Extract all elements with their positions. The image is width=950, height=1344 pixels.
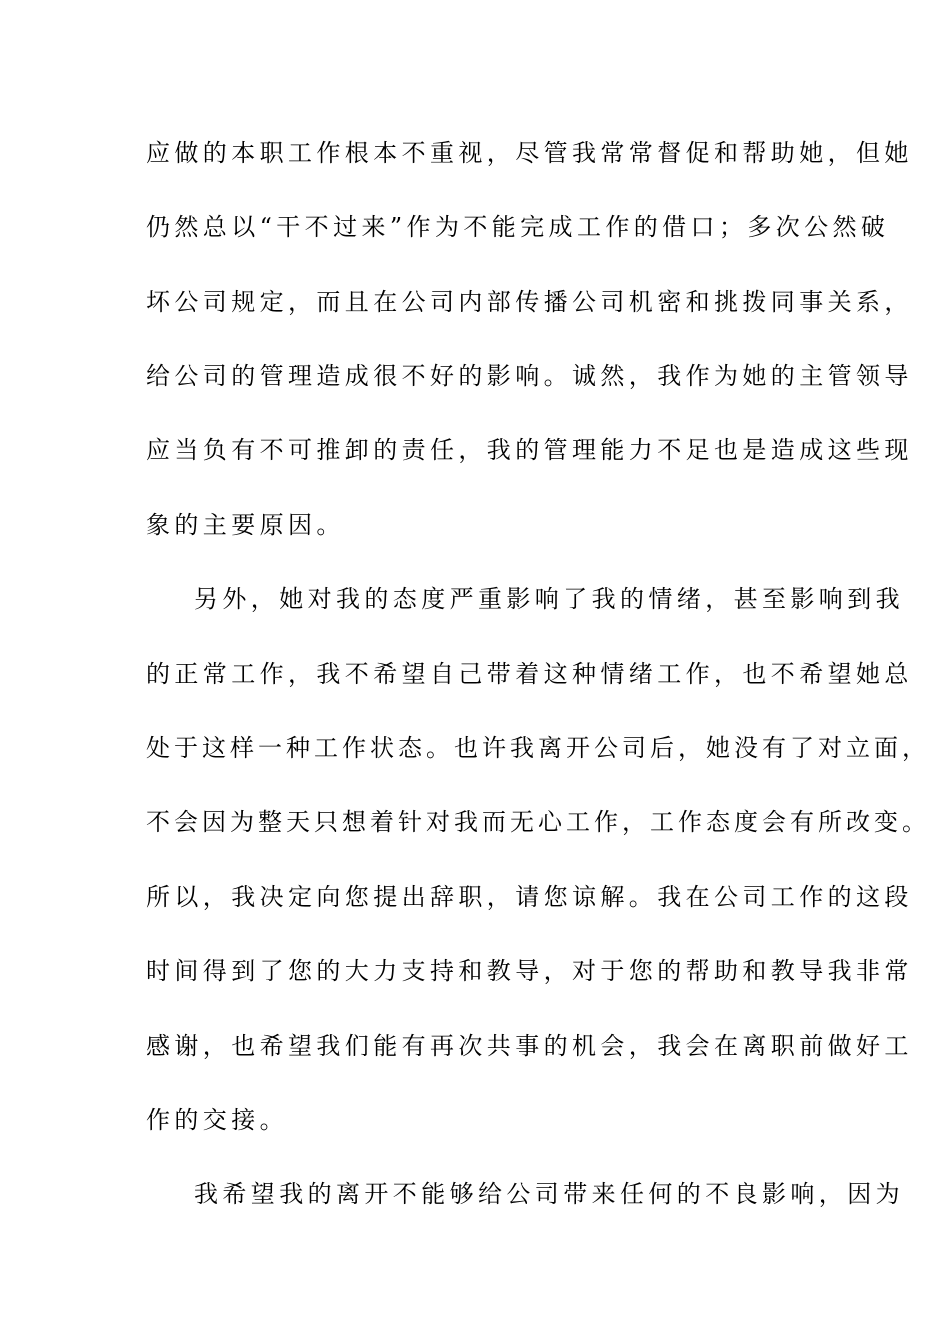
paragraph-2-line-1: 另外，她对我的态度严重影响了我的情绪，甚至影响到我	[194, 585, 904, 613]
paragraph-3-line-1: 我希望我的离开不能够给公司带来任何的不良影响，因为	[194, 1180, 904, 1208]
paragraph-2-line-7: 感谢，也希望我们能有再次共事的机会，我会在离职前做好工	[146, 1032, 913, 1060]
paragraph-2-line-4: 不会因为整天只想着针对我而无心工作，工作态度会有所改变。	[146, 808, 930, 836]
paragraph-2-line-2: 的正常工作，我不希望自己带着这种情绪工作，也不希望她总	[146, 660, 913, 688]
paragraph-2-line-3: 处于这样一种工作状态。也许我离开公司后，她没有了对立面，	[146, 734, 930, 762]
paragraph-2-line-6: 时间得到了您的大力支持和教导，对于您的帮助和教导我非常	[146, 957, 913, 985]
paragraph-1-line-6: 象的主要原因。	[146, 511, 345, 539]
paragraph-1-line-2: 仍然总以“干不过来”作为不能完成工作的借口；多次公然破	[146, 213, 890, 241]
paragraph-2-line-5: 所以，我决定向您提出辞职，请您谅解。我在公司工作的这段	[146, 883, 913, 911]
paragraph-2-line-8: 作的交接。	[146, 1106, 288, 1134]
paragraph-1-line-1: 应做的本职工作根本不重视，尽管我常常督促和帮助她，但她	[146, 139, 913, 167]
paragraph-1-line-3: 坏公司规定，而且在公司内部传播公司机密和挑拨同事关系，	[146, 288, 913, 316]
paragraph-1-line-4: 给公司的管理造成很不好的影响。诚然，我作为她的主管领导	[146, 362, 913, 390]
paragraph-1-line-5: 应当负有不可推卸的责任，我的管理能力不足也是造成这些现	[146, 436, 913, 464]
